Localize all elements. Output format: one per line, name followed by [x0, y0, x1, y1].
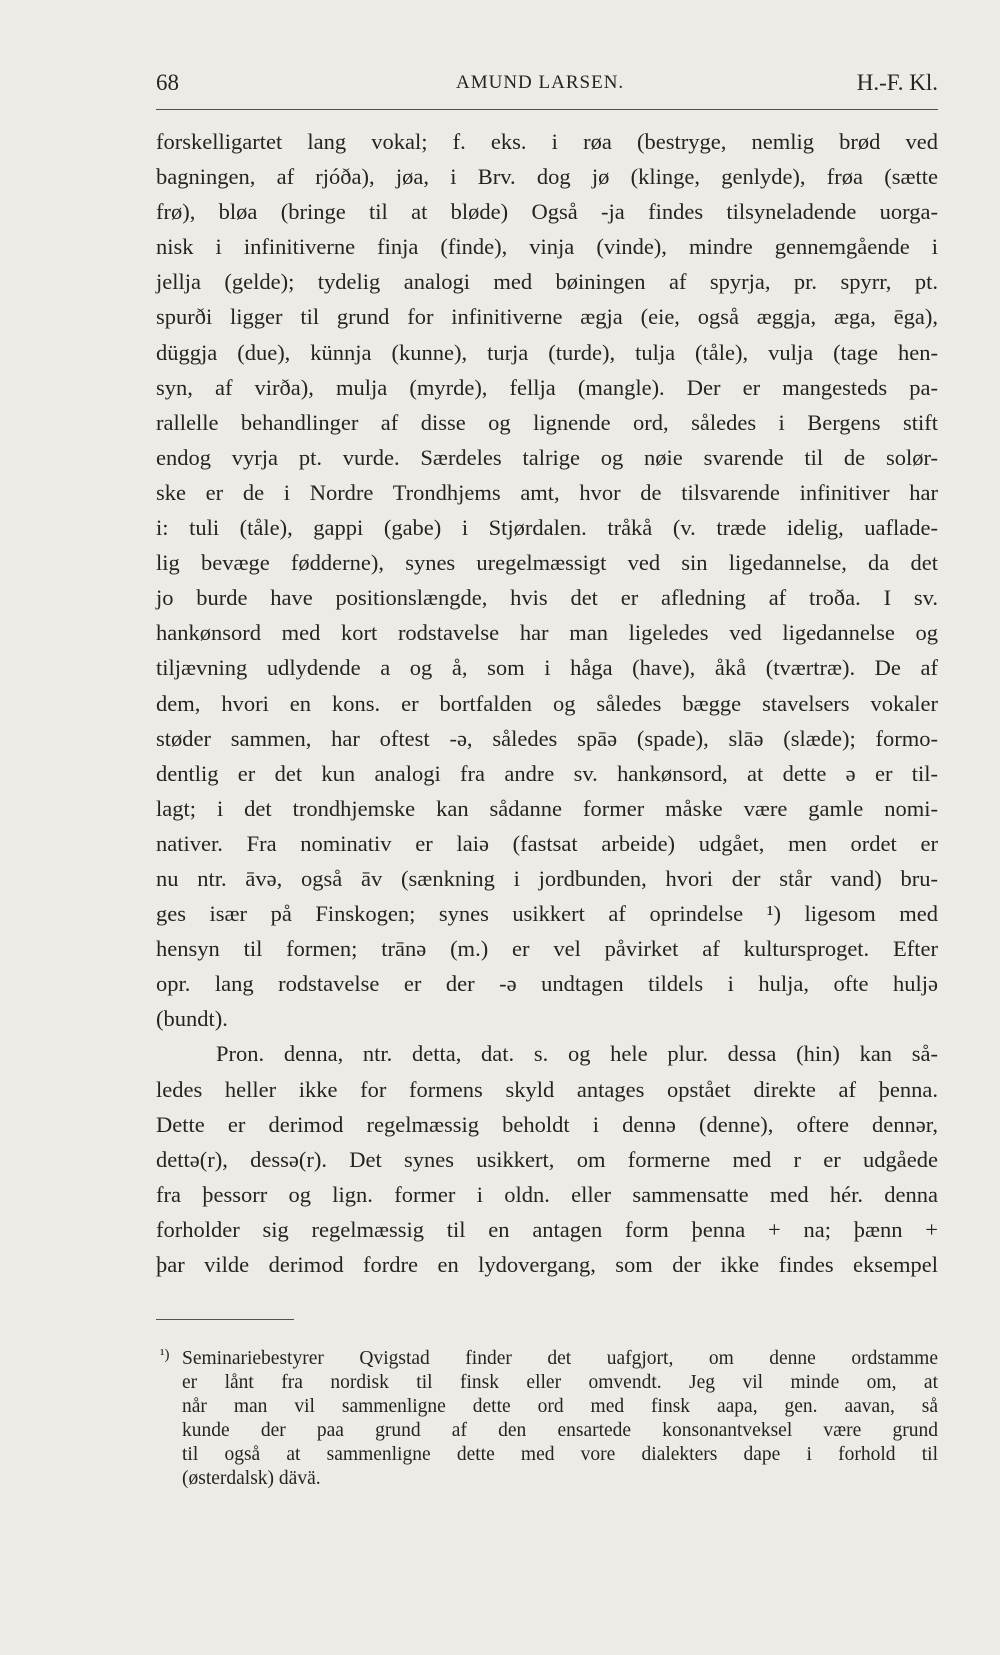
footnote-marker: ¹)	[160, 1347, 170, 1363]
text-line: þar vilde derimod fordre en lydovergang, som der ikke findes eksempel	[156, 1252, 938, 1277]
text-line: nisk i infinitiverne finja (finde), vinja (vinde), mindre gennemgående i	[156, 234, 938, 260]
footnote-line: når man vil sammenligne dette ord med finsk aapa, gen. aavan, så	[182, 1396, 938, 1417]
text-line: ske er de i Nordre Trondhjems amt, hvor de tilsvarende infinitiver har	[156, 479, 938, 505]
text-line: syn, af virða), mulja (myrde), fellja (mangle). Der er mangesteds pa-	[156, 374, 938, 400]
paragraph-start-line: Pron. denna, ntr. detta, dat. s. og hele plur. dessa (hin) kan så-	[216, 1041, 938, 1067]
footnote-line: (østerdalsk) dävä.	[182, 1468, 321, 1489]
footnote-line: kunde der paa grund af den ensartede konsonantveksel være grund	[182, 1420, 938, 1441]
text-line: hensyn til formen; trānə (m.) er vel påvirket af kultursproget. Efter	[156, 936, 938, 962]
footnote-line: er lånt fra nordisk til finsk eller omvendt. Jeg vil minde om, at	[182, 1372, 938, 1393]
text-line: frø), bløa (bringe til at bløde) Også -ja findes tilsyneladende uorga-	[156, 199, 938, 225]
text-line: lig bevæge fødderne), synes uregelmæssigt ved sin ligedannelse, da det	[156, 550, 938, 576]
text-line: rallelle behandlinger af disse og lignende ord, således i Bergens stift	[156, 409, 938, 435]
body-text	[156, 124, 938, 1282]
text-line: bagningen, af rjóða), jøa, i Brv. dog jø (klinge, genlyde), frøa (sætte	[156, 164, 938, 190]
text-line: hankønsord med kort rodstavelse har man ligeledes ved ligedannelse og	[156, 620, 938, 646]
paragraph-end-line: (bundt).	[156, 1006, 228, 1032]
text-line: dentlig er det kun analogi fra andre sv. hankønsord, at dette ə er til-	[156, 760, 938, 786]
text-line: opr. lang rodstavelse er der -ə undtagen tildels i hulja, ofte huljə	[156, 971, 938, 997]
text-line: endog vyrja pt. vurde. Særdeles talrige og nøie svarende til de solør-	[156, 444, 938, 470]
text-line: nu ntr. āvə, også āv (sænkning i jordbunden, hvori der står vand) bru-	[156, 865, 938, 891]
text-line: ges især på Finskogen; synes usikkert af oprindelse ¹) ligesom med	[156, 901, 938, 927]
text-line: fra þessorr og lign. former i oldn. eller sammensatte med hér. denna	[156, 1181, 938, 1207]
text-line: ledes heller ikke for formens skyld antages opstået direkte af þenna.	[156, 1076, 938, 1102]
page-number: 68	[156, 70, 179, 95]
running-section: H.-F. Kl.	[856, 70, 938, 95]
text-line: nativer. Fra nominativ er laiə (fastsat arbeide) udgået, men ordet er	[156, 830, 938, 856]
text-line: jo burde have positionslængde, hvis det er afledning af troða. I sv.	[156, 585, 938, 611]
text-line: düggja (due), künnja (kunne), turja (turde), tulja (tåle), vulja (tage hen-	[156, 339, 938, 365]
running-author: AMUND LARSEN.	[456, 72, 625, 93]
text-line: forskelligartet lang vokal; f. eks. i røa (bestryge, nemlig brød ved	[156, 129, 938, 154]
footnote-line: Seminariebestyrer Qvigstad finder det uafgjort, om denne ordstamme	[182, 1348, 938, 1369]
text-line: dem, hvori en kons. er bortfalden og således bægge stavelsers vokaler	[156, 690, 938, 716]
text-line: forholder sig regelmæssig til en antagen form þenna + na; þænn +	[156, 1216, 938, 1242]
text-line: i: tuli (tåle), gappi (gabe) i Stjørdalen. tråkå (v. træde idelig, uaflade-	[156, 515, 938, 541]
text-line: Dette er derimod regelmæssig beholdt i dennə (denne), oftere dennər,	[156, 1111, 938, 1137]
text-line: lagt; i det trondhjemske kan sådanne former måske være gamle nomi-	[156, 795, 938, 821]
header-rule	[156, 109, 938, 110]
running-header	[156, 70, 938, 100]
footnote-line: til også at sammenligne dette med vore dialekters dape i forhold til	[182, 1444, 938, 1465]
text-line: tiljævning udlydende a og å, som i håga (have), åkå (tværtræ). De af	[156, 655, 938, 681]
footnote	[160, 1347, 938, 1491]
text-line: støder sammen, har oftest -ə, således spāə (spade), slāə (slæde); formo-	[156, 725, 938, 751]
text-line: dettə(r), dessə(r). Det synes usikkert, om formerne med r er udgåede	[156, 1146, 938, 1172]
footnote-rule	[156, 1319, 294, 1320]
text-line: jellja (gelde); tydelig analogi med bøiningen af spyrja, pr. spyrr, pt.	[156, 269, 938, 295]
text-line: spurði ligger til grund for infinitiverne ægja (eie, også æggja, æga, ēga),	[156, 304, 938, 330]
